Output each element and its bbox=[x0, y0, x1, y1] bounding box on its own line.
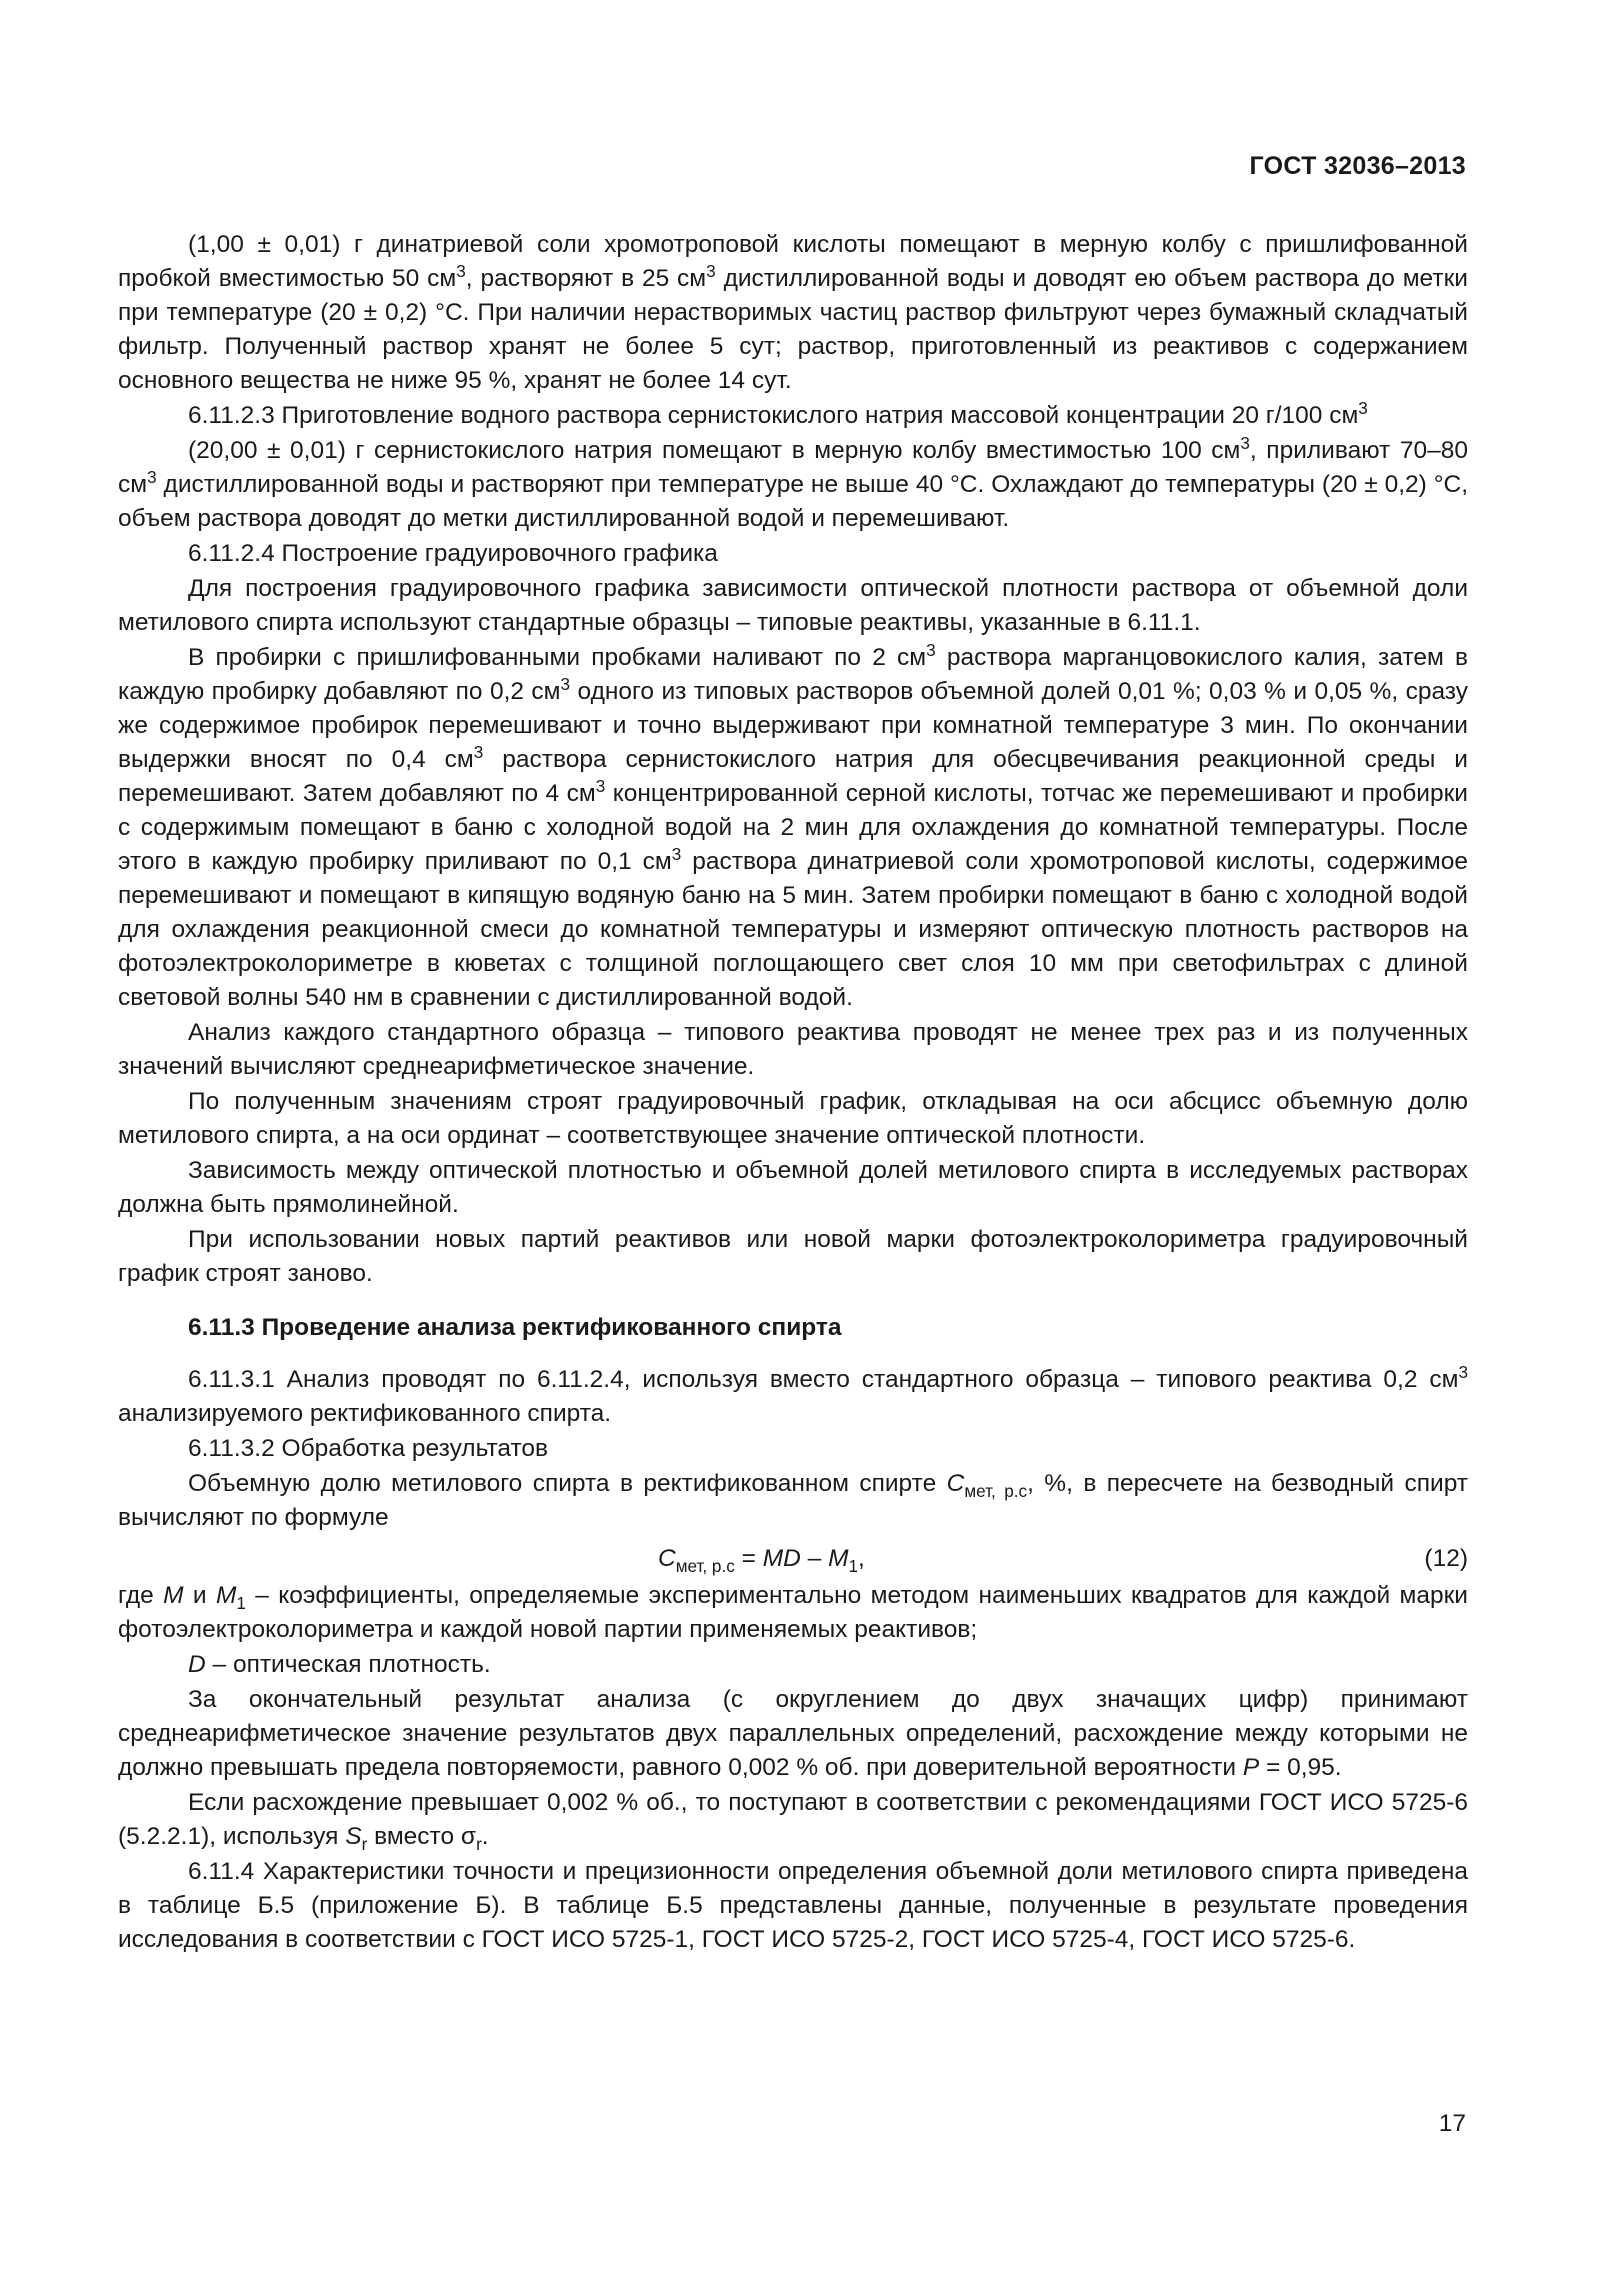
paragraph-6-11-4: 6.11.4 Характеристики точности и прецизионности определения объемной доли метилового спирта приведена в таблице Б.5 (приложение Б). В таблице Б.5 представлены данные, полученные в результате проведения исследования в соответствии с ГОСТ ИСО 5725-1, ГОСТ ИСО 5725-2, ГОСТ ИСО 5725-4, ГОСТ ИСО 5725-6. bbox=[118, 1858, 1468, 1953]
document-id-header: ГОСТ 32036–2013 bbox=[1249, 152, 1466, 180]
paragraph-build-graph: По полученным значениям строят градуировочный график, откладывая на оси абсцисс объемную долю метилового спирта, а на оси ординат – соответствующее значение оптической плотности. bbox=[118, 1088, 1468, 1149]
paragraph-final-result: За окончательный результат анализа (с округлением до двух значащих цифр) принимают среднеарифметическое значение результатов двух параллельных определений, расхождение между которыми не должно превышать предела повторяемости, равного 0,002 % об. при доверительной вероятности P = 0,95. bbox=[118, 1686, 1468, 1781]
paragraph-coefficients: где M и $M_1$ – коэффициенты, определяемые экспериментально методом наименьших квадратов для каждой марки фотоэлектроколориметра и каждой новой партии применяемых реактивов; bbox=[118, 1582, 1468, 1643]
paragraph-repeat-analysis: Анализ каждого стандартного образца – типового реактива проводят не менее трех раз и из полученных значений вычисляют среднеарифметическое значение. bbox=[118, 1019, 1468, 1080]
paragraph-linearity: Зависимость между оптической плотностью и объемной долей метилового спирта в исследуемых растворах должна быть прямолинейной. bbox=[118, 1157, 1468, 1218]
paragraph-chromotropic-solution: (1,00 ± 0,01) г динатриевой соли хромотроповой кислоты помещают в мерную колбу с пришлифованной пробкой вместимостью 50 $см^3$, растворяют в 25 $см^3$ дистиллированной воды и доводят ею объем раствора до метки при температуре (20 ± 0,2) °С. При наличии нерастворимых частиц раствор фильтруют через бумажный складчатый фильтр. Полученный раствор хранят не более 5 сут; раствор, приготовленный из реактивов с содержанием основного вещества не ниже 95 %, хранят не более 14 сут. bbox=[118, 231, 1468, 394]
paragraph-rebuild-graph: При использовании новых партий реактивов или новой марки фотоэлектроколориметра градуировочный график строят заново. bbox=[118, 1226, 1468, 1287]
paragraph-6-11-3-1: 6.11.3.1 Анализ проводят по 6.11.2.4, используя вместо стандартного образца – типового реактива 0,2 $см^3$ анализируемого ректификованного спирта. bbox=[118, 1361, 1468, 1427]
paragraph-procedure: В пробирки с пришлифованными пробками наливают по 2 $см^3$ раствора марганцовокислого калия, затем в каждую пробирку добавляют по 0,2 $см^3$ одного из типовых растворов объемной долей 0,01 %; 0,03 % и 0,05 %, сразу же содержимое пробирок перемешивают и точно выдерживают при комнатной температуре 3 мин. По окончании выдержки вносят по 0,4 $см^3$ раствора сернистокислого натрия для обесцвечивания реакционной среды и перемешивают. Затем добавляют по 4 $см^3$ концентрированной серной кислоты, тотчас же перемешивают и пробирки с содержимым помещают в баню с холодной водой на 2 мин для охлаждения до комнатной температуры. После этого в каждую пробирку приливают по 0,1 $см^3$ раствора динатриевой соли хромотроповой кислоты, содержимое перемешивают и помещают в кипящую водяную баню на 5 мин. Затем пробирки помещают в баню с холодной водой для охлаждения реакционной смеси до комнатной температуры и измеряют оптическую плотность растворов на фотоэлектроколориметре в кюветах с толщиной поглощающего свет слоя 10 мм при светофильтрах с длиной световой волны 540 нм в сравнении с дистиллированной водой. bbox=[118, 639, 1468, 1011]
paragraph-optical-density: D – оптическая плотность. bbox=[188, 1651, 491, 1678]
page-number: 17 bbox=[1438, 2110, 1466, 2137]
formula-12 bbox=[118, 1539, 1468, 1579]
paragraph-sulfite-solution: (20,00 ± 0,01) г сернистокислого натрия помещают в мерную колбу вместимостью 100 $см^3$, приливают 70–80 $см^3$ дистиллированной воды и растворяют при температуре не выше 40 °С. Охлаждают до температуры (20 ± 0,2) °С, объем раствора доводят до метки дистиллированной водой и перемешивают. bbox=[118, 432, 1468, 532]
document-body bbox=[118, 228, 1468, 1958]
paragraph-6-11-3-2: 6.11.3.2 Обработка результатов bbox=[188, 1435, 549, 1462]
paragraph-6-11-2-3: 6.11.2.3 Приготовление водного раствора сернистокислого натрия массовой концентрации 20 г/100 $см^3$ bbox=[188, 397, 1368, 429]
formula-number: (12) bbox=[1424, 1545, 1468, 1572]
paragraph-6-11-2-4: 6.11.2.4 Построение градуировочного графика bbox=[188, 540, 718, 567]
paragraph-discrepancy: Если расхождение превышает 0,002 % об., то поступают в соответствии с рекомендациями ГОСТ ИСО 5725-6 (5.2.2.1), используя $S_r$ вместо $\sigma_r$. bbox=[118, 1789, 1468, 1854]
section-heading-6-11-3: 6.11.3 Проведение анализа ректификованного спирта bbox=[188, 1314, 842, 1341]
paragraph-calibration-intro: Для построения градуировочного графика зависимости оптической плотности раствора от объемной доли метилового спирта используют стандартные образцы – типовые реактивы, указанные в 6.11.1. bbox=[118, 575, 1468, 636]
formula-expression: $С_{мет, р.с}$ = MD – $M_1$, bbox=[658, 1545, 865, 1576]
paragraph-methanol-fraction: Объемную долю метилового спирта в ректификованном спирте $С_{мет, р.с}$, %, в пересчете на безводный спирт вычисляют по формуле bbox=[118, 1470, 1469, 1531]
